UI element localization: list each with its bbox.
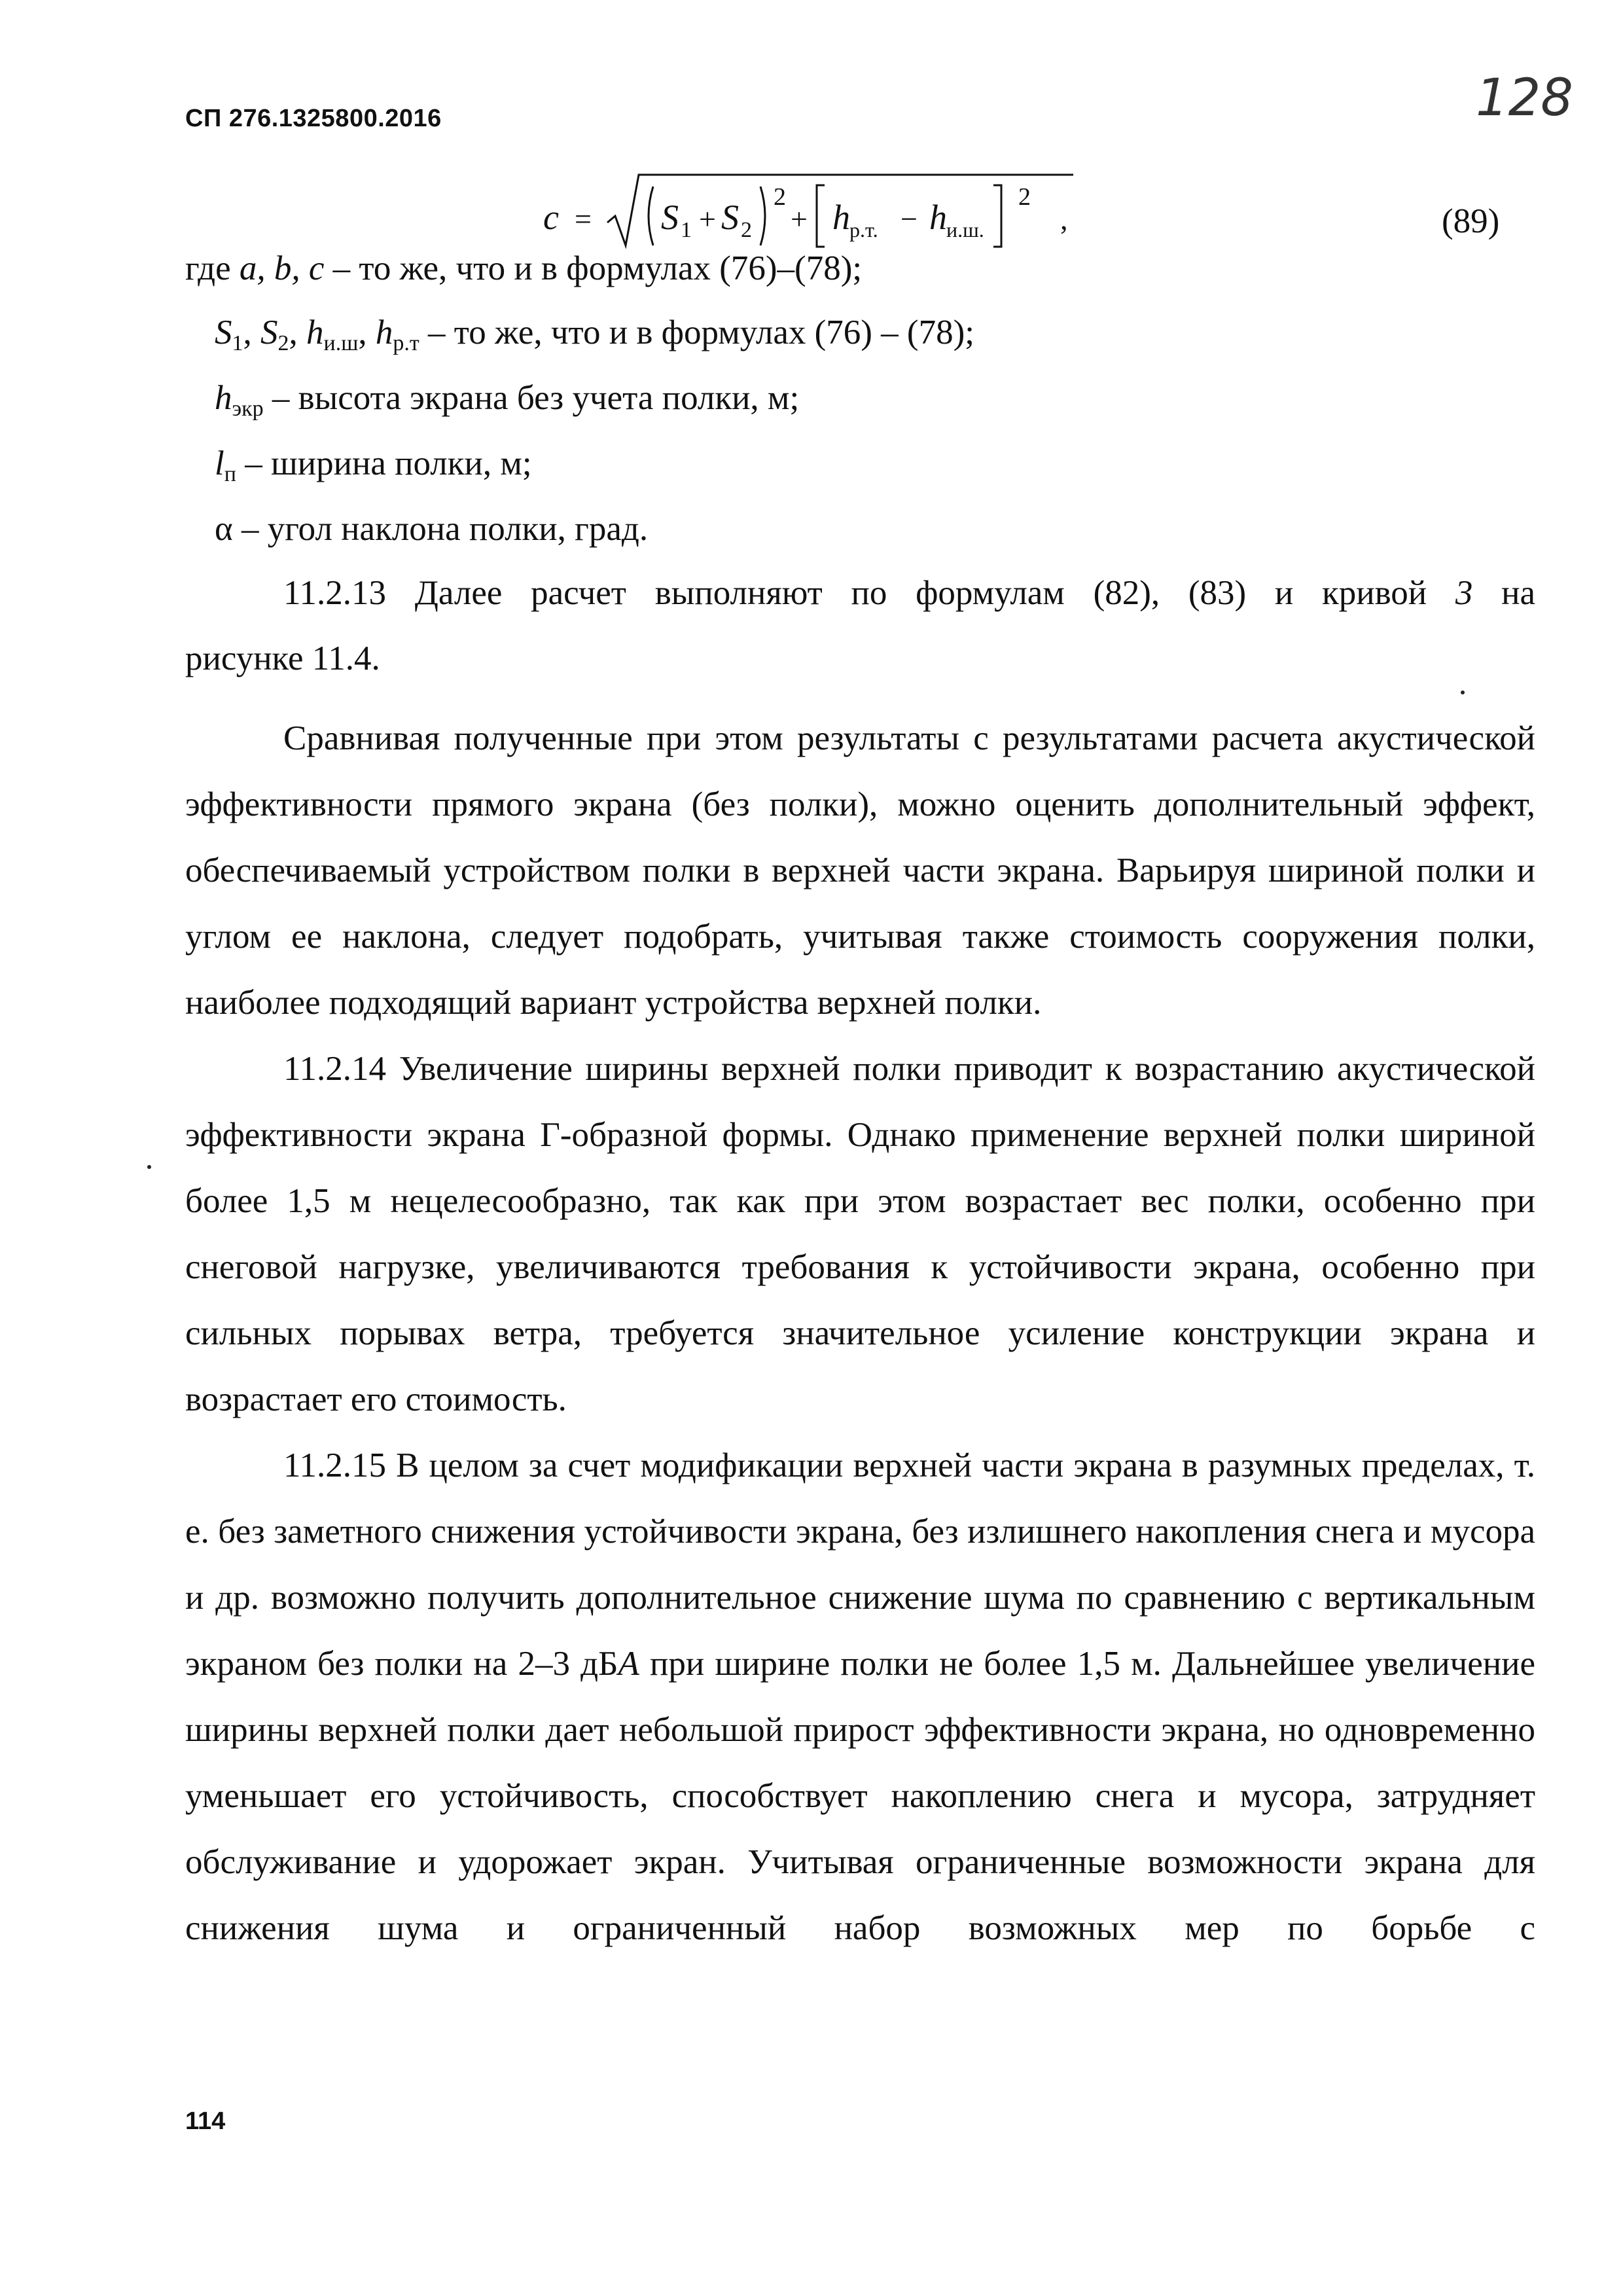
where-line-1-text: – то же, что и в формулах (76)–(78);	[324, 249, 863, 287]
p13-text-end: на	[1472, 574, 1535, 612]
var-h-rt: h	[375, 314, 393, 351]
where-line-4	[215, 444, 532, 486]
equation-number: (89)	[1442, 202, 1500, 240]
var-h-rt-sub: р.т	[393, 331, 419, 355]
formula-equals: =	[575, 202, 592, 236]
var-h-ekr: h	[215, 379, 232, 417]
where-line-2	[215, 313, 974, 355]
formula-s1: S	[661, 198, 679, 237]
formula-comma: ,	[1060, 202, 1068, 236]
right-bracket	[993, 185, 1001, 247]
right-paren	[760, 187, 765, 245]
left-bracket	[817, 185, 825, 247]
document-code: СП 276.1325800.2016	[185, 105, 442, 132]
paragraph-11-2-15	[185, 1433, 1535, 1962]
formula-power1: 2	[774, 183, 786, 211]
var-s1-sub: 1	[232, 331, 243, 355]
formula-h1: h	[832, 198, 850, 237]
var-h-ish-sub: и.ш	[323, 331, 359, 355]
body-text	[185, 706, 1535, 1962]
para-11-2-13-line-2: рисунке 11.4.	[185, 639, 380, 677]
p13-curve-number: 3	[1455, 574, 1473, 612]
p15-text-end: при ширине полки не более 1,5 м. Дальнейшее увеличение ширины верхней полки дает небольшой прирост эффективности экрана, но одновременно уменьшает его устойчивость, способствует накоплению снега и мусора, затрудняет обслуживание и удорожает экран. Учитывая ограниченные возможности экрана для снижения шума и ограниченный набор возможных мер по борьбе с	[185, 1645, 1535, 1947]
where-line-2-text: – то же, что и в формулах (76) – (78);	[419, 314, 974, 351]
formula-h2-sub: и.ш.	[946, 218, 984, 242]
var-h-ish: h	[306, 314, 324, 351]
page-number: 114	[185, 2108, 226, 2135]
var-l-p: l	[215, 444, 224, 482]
sep: ,	[243, 314, 260, 351]
var-s1: S	[215, 314, 232, 351]
para-11-2-13-line-1	[185, 573, 1535, 613]
where-line-3-text: – высота экрана без учета полки, м;	[263, 379, 800, 417]
formula-plus1: +	[699, 202, 716, 236]
formula-power2: 2	[1018, 183, 1031, 211]
paragraph-11-2-14: 11.2.14 Увеличение ширины верхней полки приводит к возрастанию акустической эффективности экрана Г-образной формы. Однако применение верхней полки шириной более 1,5 м нецелесообразно, так как при этом возрастает вес полки, особенно при снеговой нагрузке, увеличиваются требования к устойчивости экрана, особенно при сильных порывах ветра, требуется значительное усиление конструкции экрана и возрастает его стоимость.	[185, 1050, 1535, 1418]
formula-h1-sub: р.т.	[849, 218, 878, 242]
var-s2: S	[260, 314, 278, 351]
paragraph-comparison: Сравнивая полученные при этом результаты с результатами расчета акустической эффективности прямого экрана (без полки), можно оценить дополнительный эффект, обеспечиваемый устройством полки в верхней части экрана. Варьируя шириной полки и углом ее наклона, следует подобрать, учитывая также стоимость сооружения полки, наиболее подходящий вариант устройства верхней полки.	[185, 719, 1535, 1022]
formula-s2: S	[721, 198, 739, 237]
sep: ,	[358, 314, 376, 351]
formula-plus2: +	[791, 202, 808, 236]
where-vars-abc: a, b, c	[239, 249, 325, 287]
var-l-p-sub: п	[224, 462, 236, 486]
where-line-4-text: – ширина полки, м;	[236, 444, 532, 482]
where-prefix: где	[185, 249, 240, 287]
formula-89	[537, 160, 1073, 259]
formula-h2: h	[929, 198, 947, 237]
p15-text: 11.2.15 В целом за счет модификации верхней части экрана в разумных пределах, т. е. без заметного снижения устойчивости экрана, без излишнего накопления снега и мусора и др. возможно получить дополнительное снижение шума по сравнению с вертикальным экраном без полки на 2–3 дБ	[185, 1446, 1535, 1683]
handwritten-page-number: 128	[1476, 69, 1573, 128]
formula-s2-sub: 2	[741, 218, 752, 242]
formula-s1-sub: 1	[681, 218, 692, 242]
formula-svg	[537, 160, 1073, 259]
var-s2-sub: 2	[277, 331, 289, 355]
scan-speck	[1461, 691, 1465, 694]
left-paren	[649, 187, 653, 245]
where-line-3	[215, 378, 800, 421]
p13-text: 11.2.13 Далее расчет выполняют по формулам (82), (83) и кривой	[283, 574, 1455, 612]
sep: ,	[289, 314, 306, 351]
formula-lhs: c	[543, 198, 559, 237]
formula-minus: −	[901, 202, 918, 236]
var-h-ekr-sub: экр	[232, 397, 264, 421]
p15-unit-a: A	[618, 1645, 639, 1683]
scan-speck	[147, 1165, 151, 1169]
where-line-5: α – угол наклона полки, град.	[215, 510, 649, 548]
where-line-1	[185, 249, 862, 288]
